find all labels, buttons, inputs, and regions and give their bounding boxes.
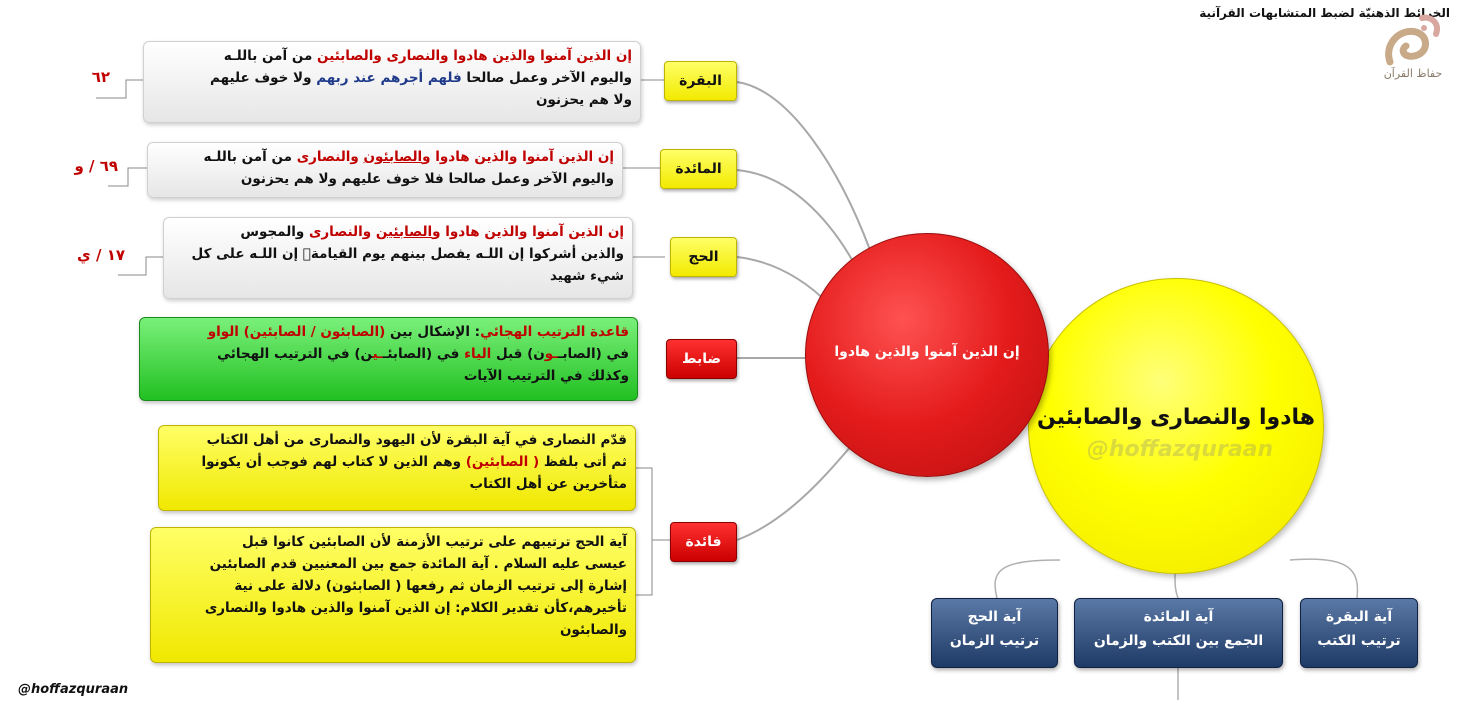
subtopic-label: إن الذين آمنوا والذين هادوا: [834, 344, 1020, 360]
verse-text: ولا خوف عليهم: [210, 70, 317, 86]
verse-box-hajj: [163, 217, 633, 299]
tag-baqarah[interactable]: البقرة: [664, 61, 737, 101]
credit-handle: @hoffazquraan: [18, 682, 129, 697]
summary-box-baqarah[interactable]: [1300, 598, 1418, 668]
tag-dabit[interactable]: ضابط: [666, 339, 737, 379]
rule-text: ن) قبل: [491, 346, 545, 362]
benefit-box-2: [150, 527, 636, 663]
summary-title: آية البقرة: [1325, 609, 1393, 625]
summary-box-hajj[interactable]: [931, 598, 1058, 668]
verse-text: والنصارى: [296, 149, 364, 165]
verse-text: إن الذين آمنوا والذين هادوا و: [422, 149, 614, 165]
verse-box-baqarah: [143, 41, 641, 123]
summary-sub: ترتيب الكتب: [1317, 633, 1401, 649]
benefit-highlight: ( الصابئين): [465, 454, 540, 470]
benefit-text: قدّم النصارى في آية البقرة لأن اليهود والنصارى من أهل الكتاب: [206, 432, 627, 448]
summary-box-maidah[interactable]: [1074, 598, 1283, 668]
rule-text: في (الصابئـ: [382, 346, 465, 362]
tag-faida[interactable]: فائدة: [670, 522, 737, 562]
summary-title: آية المائدة: [1143, 609, 1214, 625]
summary-sub: الجمع بين الكتب والزمان: [1093, 633, 1264, 649]
rule-highlight: ـي: [372, 346, 383, 362]
logo-text: حفاظ القرآن: [1383, 67, 1443, 80]
verse-text: والنصارى: [309, 224, 376, 240]
verse-text: واليوم الآخر وعمل صالحا: [461, 70, 632, 86]
rule-text: قاعدة الترتيب الهجائي: [480, 324, 629, 340]
benefit-text: إشارة إلى ترتيب الزمان ثم رفعها ( الصابئون) دلالة على نية: [234, 578, 627, 594]
verse-highlight: الصابئون: [363, 149, 423, 165]
verse-text: والذين أشركوا إن اللـه يفصل بينهم يوم القيامةۚ إن اللـه على كل: [191, 246, 624, 262]
benefit-text: متأخرين عن أهل الكتاب: [469, 476, 627, 492]
verse-text: شيء شهيد: [549, 268, 624, 284]
verse-box-maidah: [147, 142, 623, 198]
rule-text: ن) في الترتيب الهجائي: [217, 346, 373, 362]
verse-text: من آمن باللـه: [203, 149, 297, 165]
watermark: @hoffazquraan: [1086, 437, 1274, 462]
rule-box: [139, 317, 638, 401]
rule-highlight: الياء: [464, 346, 492, 362]
summary-title: آية الحج: [967, 609, 1022, 625]
rule-text: في (الصابـ: [557, 346, 629, 362]
benefit-text: عيسى عليه السلام . آية المائدة جمع بين المعنيين قدم الصابئين: [209, 556, 627, 572]
verse-text: واليوم الآخر وعمل صالحا فلا خوف عليهم ولا هم يحزنون: [240, 171, 614, 187]
benefit-text: آية الحج ترتيبهم على ترتيب الأزمنة لأن الصابئين كانوا قبل: [242, 534, 627, 550]
rule-highlight: (الصابئون / الصابئين) الواو: [207, 324, 386, 340]
verse-highlight: عند: [348, 70, 381, 86]
main-topic-label: هادوا والنصارى والصابئين: [1037, 405, 1315, 430]
rule-text: : الإشكال بين: [385, 324, 481, 340]
tag-maidah[interactable]: المائدة: [660, 149, 737, 189]
verse-highlight: فلهم أجرهم: [380, 70, 462, 86]
summary-sub: ترتيب الزمان: [949, 633, 1040, 649]
verse-highlight: الصابئين: [375, 224, 433, 240]
tag-hajj[interactable]: الحج: [670, 237, 737, 277]
verse-text: ولا هم يحزنون: [535, 92, 632, 108]
benefit-box-1: [158, 425, 636, 511]
benefit-text: وهم الذين لا كتاب لهم فوجب أن يكونوا: [201, 454, 466, 470]
verse-text: إن الذين آمنوا والذين هادوا والنصارى والصابئين: [317, 48, 632, 64]
benefit-text: ثم أتى بلفظ: [539, 454, 627, 470]
verse-text: من آمن باللـه: [223, 48, 318, 64]
verse-ref-hajj: ١٧ / ي: [77, 246, 125, 264]
benefit-text: والصابئون: [559, 622, 627, 638]
verse-text: إن الذين آمنوا والذين هادوا و: [432, 224, 624, 240]
rule-highlight: ـو: [544, 346, 558, 362]
verse-ref-maidah: ٦٩ / و: [74, 157, 118, 175]
verse-text: والمجوس: [240, 224, 310, 240]
rule-text: وكذلك في الترتيب الآيات: [463, 368, 629, 384]
page-title: الخرائط الذهنيّة لضبط المتشابهات القرآنية: [1199, 6, 1450, 20]
benefit-text: تأخيرهم،كأن تقدير الكلام: إن الذين آمنوا والذين هادوا والنصارى: [204, 600, 627, 616]
verse-ref-baqarah: ٦٢: [91, 68, 110, 86]
verse-highlight: ربهم: [316, 70, 349, 86]
